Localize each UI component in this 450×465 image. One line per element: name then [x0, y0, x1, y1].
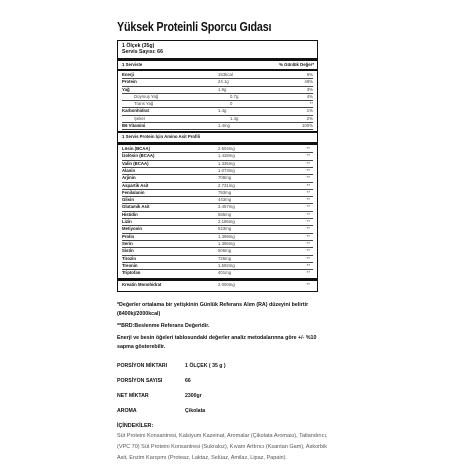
nutrition-facts-panel — [117, 40, 318, 292]
amino-acid-amount: 401mg — [218, 270, 232, 276]
nutrient-daily-value: 100% — [302, 122, 313, 128]
amino-acid-name: Metiyonin — [122, 226, 143, 232]
nutrient-daily-value: 6% — [306, 71, 313, 77]
nutrition-header — [122, 62, 313, 68]
servings-count: Servis Sayısı: 66 — [122, 49, 163, 56]
amino-acid-row — [122, 234, 313, 241]
amino-acid-amount: 1.592mg — [218, 262, 235, 268]
amino-acid-daily-value: ** — [306, 219, 310, 225]
amino-acid-row — [122, 197, 313, 204]
nutrient-amount: 0 — [230, 101, 233, 107]
amino-acid-name: Treonin — [122, 262, 138, 268]
info-value: 66 — [185, 378, 191, 385]
nutrient-amount: 24.1g — [218, 79, 229, 85]
nutrient-row — [122, 94, 313, 101]
amino-acid-row — [122, 175, 313, 182]
nutrient-row — [122, 108, 313, 115]
amino-acid-name: Arjinin — [122, 175, 136, 181]
nutrient-daily-value: 4% — [306, 93, 313, 99]
amino-acid-list — [122, 146, 313, 276]
info-row — [117, 359, 332, 374]
amino-acid-amount: 443mg — [218, 197, 232, 203]
footnotes — [117, 301, 332, 352]
amino-acid-row — [122, 263, 313, 270]
amino-acid-daily-value: ** — [306, 211, 310, 217]
amino-acid-daily-value: ** — [306, 160, 310, 166]
info-key: PORSİYON MİKTARI — [117, 363, 168, 370]
amino-acid-amount: 1.399mg — [218, 233, 235, 239]
amino-acid-amount: 3.457mg — [218, 204, 235, 210]
nutrient-row — [122, 87, 313, 94]
amino-acid-amount: 1.356mg — [218, 240, 235, 246]
divider-thick — [118, 142, 317, 145]
amino-acid-name: Histidin — [122, 211, 138, 217]
amino-acid-row — [122, 190, 313, 197]
amino-acid-row — [122, 248, 313, 255]
ingredients-title: İÇİNDEKİLER: — [117, 422, 154, 429]
nutrient-name: Yağ — [122, 86, 130, 92]
nutrient-name: Enerji — [122, 71, 134, 77]
page-title: Yüksek Proteinli Sporcu Gıdası — [117, 20, 272, 34]
nutrient-name: Trans Yağ — [134, 101, 154, 107]
amino-acid-row — [122, 219, 313, 226]
nutrient-row — [122, 72, 313, 79]
divider-medium — [118, 69, 317, 71]
amino-acid-name: Alanin — [122, 167, 136, 173]
nutrient-row — [122, 101, 313, 108]
amino-acid-daily-value: ** — [306, 189, 310, 195]
nutrient-row — [122, 116, 313, 123]
amino-acid-amount: 1.428mg — [218, 153, 235, 159]
amino-acid-name: Valin (BCAA) — [122, 160, 149, 166]
footnote-reference-intake: *Değerler ortalama bir yetişkinin Günlük Referans Alım (RA) düzeyini belirtir (8400kj/2000kcal) — [117, 301, 309, 317]
nutrient-name: Protein — [122, 79, 137, 85]
info-key: PORSİYON SAYISI — [117, 378, 163, 385]
amino-acid-daily-value: ** — [306, 270, 310, 276]
amino-acid-daily-value: ** — [306, 197, 310, 203]
amino-acid-amount: 793mg — [218, 189, 232, 195]
nutrient-row — [122, 123, 313, 130]
amino-acid-daily-value: ** — [306, 226, 310, 232]
nutrient-name: B6 Vitamini — [122, 122, 146, 128]
nutrient-amount: 1.4g — [218, 108, 227, 114]
nutrient-row — [122, 79, 313, 86]
amino-acid-name: Lizin — [122, 219, 132, 225]
amino-acid-title: 1 Servis Protein İçin Amino Asit Profili — [122, 134, 200, 140]
creatine-row — [122, 282, 313, 289]
nutrient-name: Karbonhidrat — [122, 108, 149, 114]
amino-acid-amount: 2.504mg — [218, 146, 235, 152]
amino-acid-daily-value: ** — [306, 175, 310, 181]
info-key: NET MİKTAR — [117, 393, 149, 400]
amino-acid-daily-value: ** — [306, 182, 310, 188]
amino-acid-amount: 2.186mg — [218, 219, 235, 225]
divider-thick — [118, 278, 317, 281]
header-per-serving: 1 Serviste — [122, 61, 143, 67]
amino-acid-row — [122, 256, 313, 263]
amino-acid-name: Triptofan — [122, 270, 141, 276]
info-key: AROMA — [117, 408, 137, 415]
amino-acid-name: Tirozin — [122, 255, 137, 261]
amino-acid-amount: 523mg — [218, 226, 232, 232]
ingredients-text: Süt Proteini Konsantresi, Kalsiyum Kazeinat, Aromalar (Çikolata Aroması), Tatlandırıcı, (VPC 70) Süt Proteini Konsantresi (Sukraloz), Kıvam Arttırıcı (Ksantan Gam), Askorbik Asit, Enzim Karışımı (Proteaz, Laktaz, Selüaz, Amilaz, Lipaz, Papain). — [117, 432, 328, 462]
amino-acid-row — [122, 168, 313, 175]
nutrient-daily-value: 48% — [304, 79, 313, 85]
nutrient-daily-value: 3% — [306, 86, 313, 92]
info-row — [117, 404, 332, 419]
amino-acid-amount: 726mg — [218, 255, 232, 261]
nutrient-daily-value: ** — [309, 101, 313, 107]
amino-acid-daily-value: ** — [306, 204, 310, 210]
divider-thick — [118, 58, 317, 61]
nutrient-daily-value: 1% — [306, 108, 313, 114]
amino-acid-daily-value: ** — [306, 167, 310, 173]
creatine-amount: 2.000mg — [218, 282, 235, 288]
amino-acid-daily-value: ** — [306, 240, 310, 246]
amino-acid-row — [122, 161, 313, 168]
amino-acid-daily-value: ** — [306, 255, 310, 261]
divider-medium — [118, 131, 317, 133]
amino-acid-daily-value: ** — [306, 262, 310, 268]
creatine-name: Kreatin Monohidrat — [122, 282, 162, 288]
amino-acid-name: Lösin (BCAA) — [122, 146, 150, 152]
amino-acid-name: Glisin — [122, 197, 134, 203]
amino-acid-amount: 555mg — [218, 211, 232, 217]
info-value: 1 ÖLÇEK ( 35 g ) — [185, 363, 226, 370]
nutrient-amount: 1.4mg — [218, 122, 230, 128]
nutrient-daily-value: 2% — [306, 115, 313, 121]
amino-acid-daily-value: ** — [306, 153, 310, 159]
nutrient-amount: 0.7g — [230, 93, 239, 99]
amino-acid-row — [122, 241, 313, 248]
amino-acid-name: Glutamik Asit — [122, 204, 150, 210]
info-value: 2300gr — [185, 393, 202, 400]
amino-acid-row — [122, 153, 313, 160]
amino-acid-amount: 506mg — [218, 248, 232, 254]
amino-acid-name: Prolin — [122, 233, 135, 239]
amino-acid-row — [122, 270, 313, 276]
info-row — [117, 374, 332, 389]
footnote-deviation: Enerji ve besin öğeleri tablosundaki değerler analiz metodalarınna göre +/- %10 sapma gösterebilir. — [117, 334, 317, 350]
nutrient-name: Doymuş Yağ — [134, 93, 159, 99]
amino-acid-row — [122, 204, 313, 211]
amino-acid-daily-value: ** — [306, 146, 310, 152]
amino-acid-amount: 1.073mg — [218, 167, 235, 173]
amino-acid-name: Aspartik Asit — [122, 182, 149, 188]
info-value: Çikolata — [185, 408, 206, 415]
amino-acid-name: İzolösin (BCAA) — [122, 153, 155, 159]
nutrient-amount: 153kcal — [218, 71, 233, 77]
header-daily-value: % Günlük Değer* — [279, 61, 314, 67]
serving-size: 1 Ölçek (35g) — [122, 43, 155, 49]
info-row — [117, 389, 332, 404]
amino-acid-name: Sistin — [122, 248, 134, 254]
amino-acid-amount: 708mg — [218, 175, 232, 181]
nutrient-list — [122, 72, 313, 130]
amino-acid-daily-value: ** — [306, 233, 310, 239]
amino-acid-amount: 1.336mg — [218, 160, 235, 166]
nutrient-name: Şeker — [134, 115, 146, 121]
amino-acid-row — [122, 212, 313, 219]
amino-acid-row — [122, 146, 313, 153]
footnote-brd: **BRD:Beslenme Referans Değeridir. — [117, 322, 210, 329]
product-info — [117, 359, 332, 465]
amino-acid-amount: 2.731mg — [218, 182, 235, 188]
amino-acid-name: Serin — [122, 240, 133, 246]
nutrient-amount: 1.9g — [218, 86, 227, 92]
product-label — [117, 20, 330, 465]
amino-acid-daily-value: ** — [306, 248, 310, 254]
amino-acid-row — [122, 226, 313, 233]
creatine-pct: ** — [306, 282, 310, 288]
amino-acid-name: Fenilalanin — [122, 189, 145, 195]
nutrient-amount: 1.4g — [230, 115, 239, 121]
amino-acid-row — [122, 183, 313, 190]
